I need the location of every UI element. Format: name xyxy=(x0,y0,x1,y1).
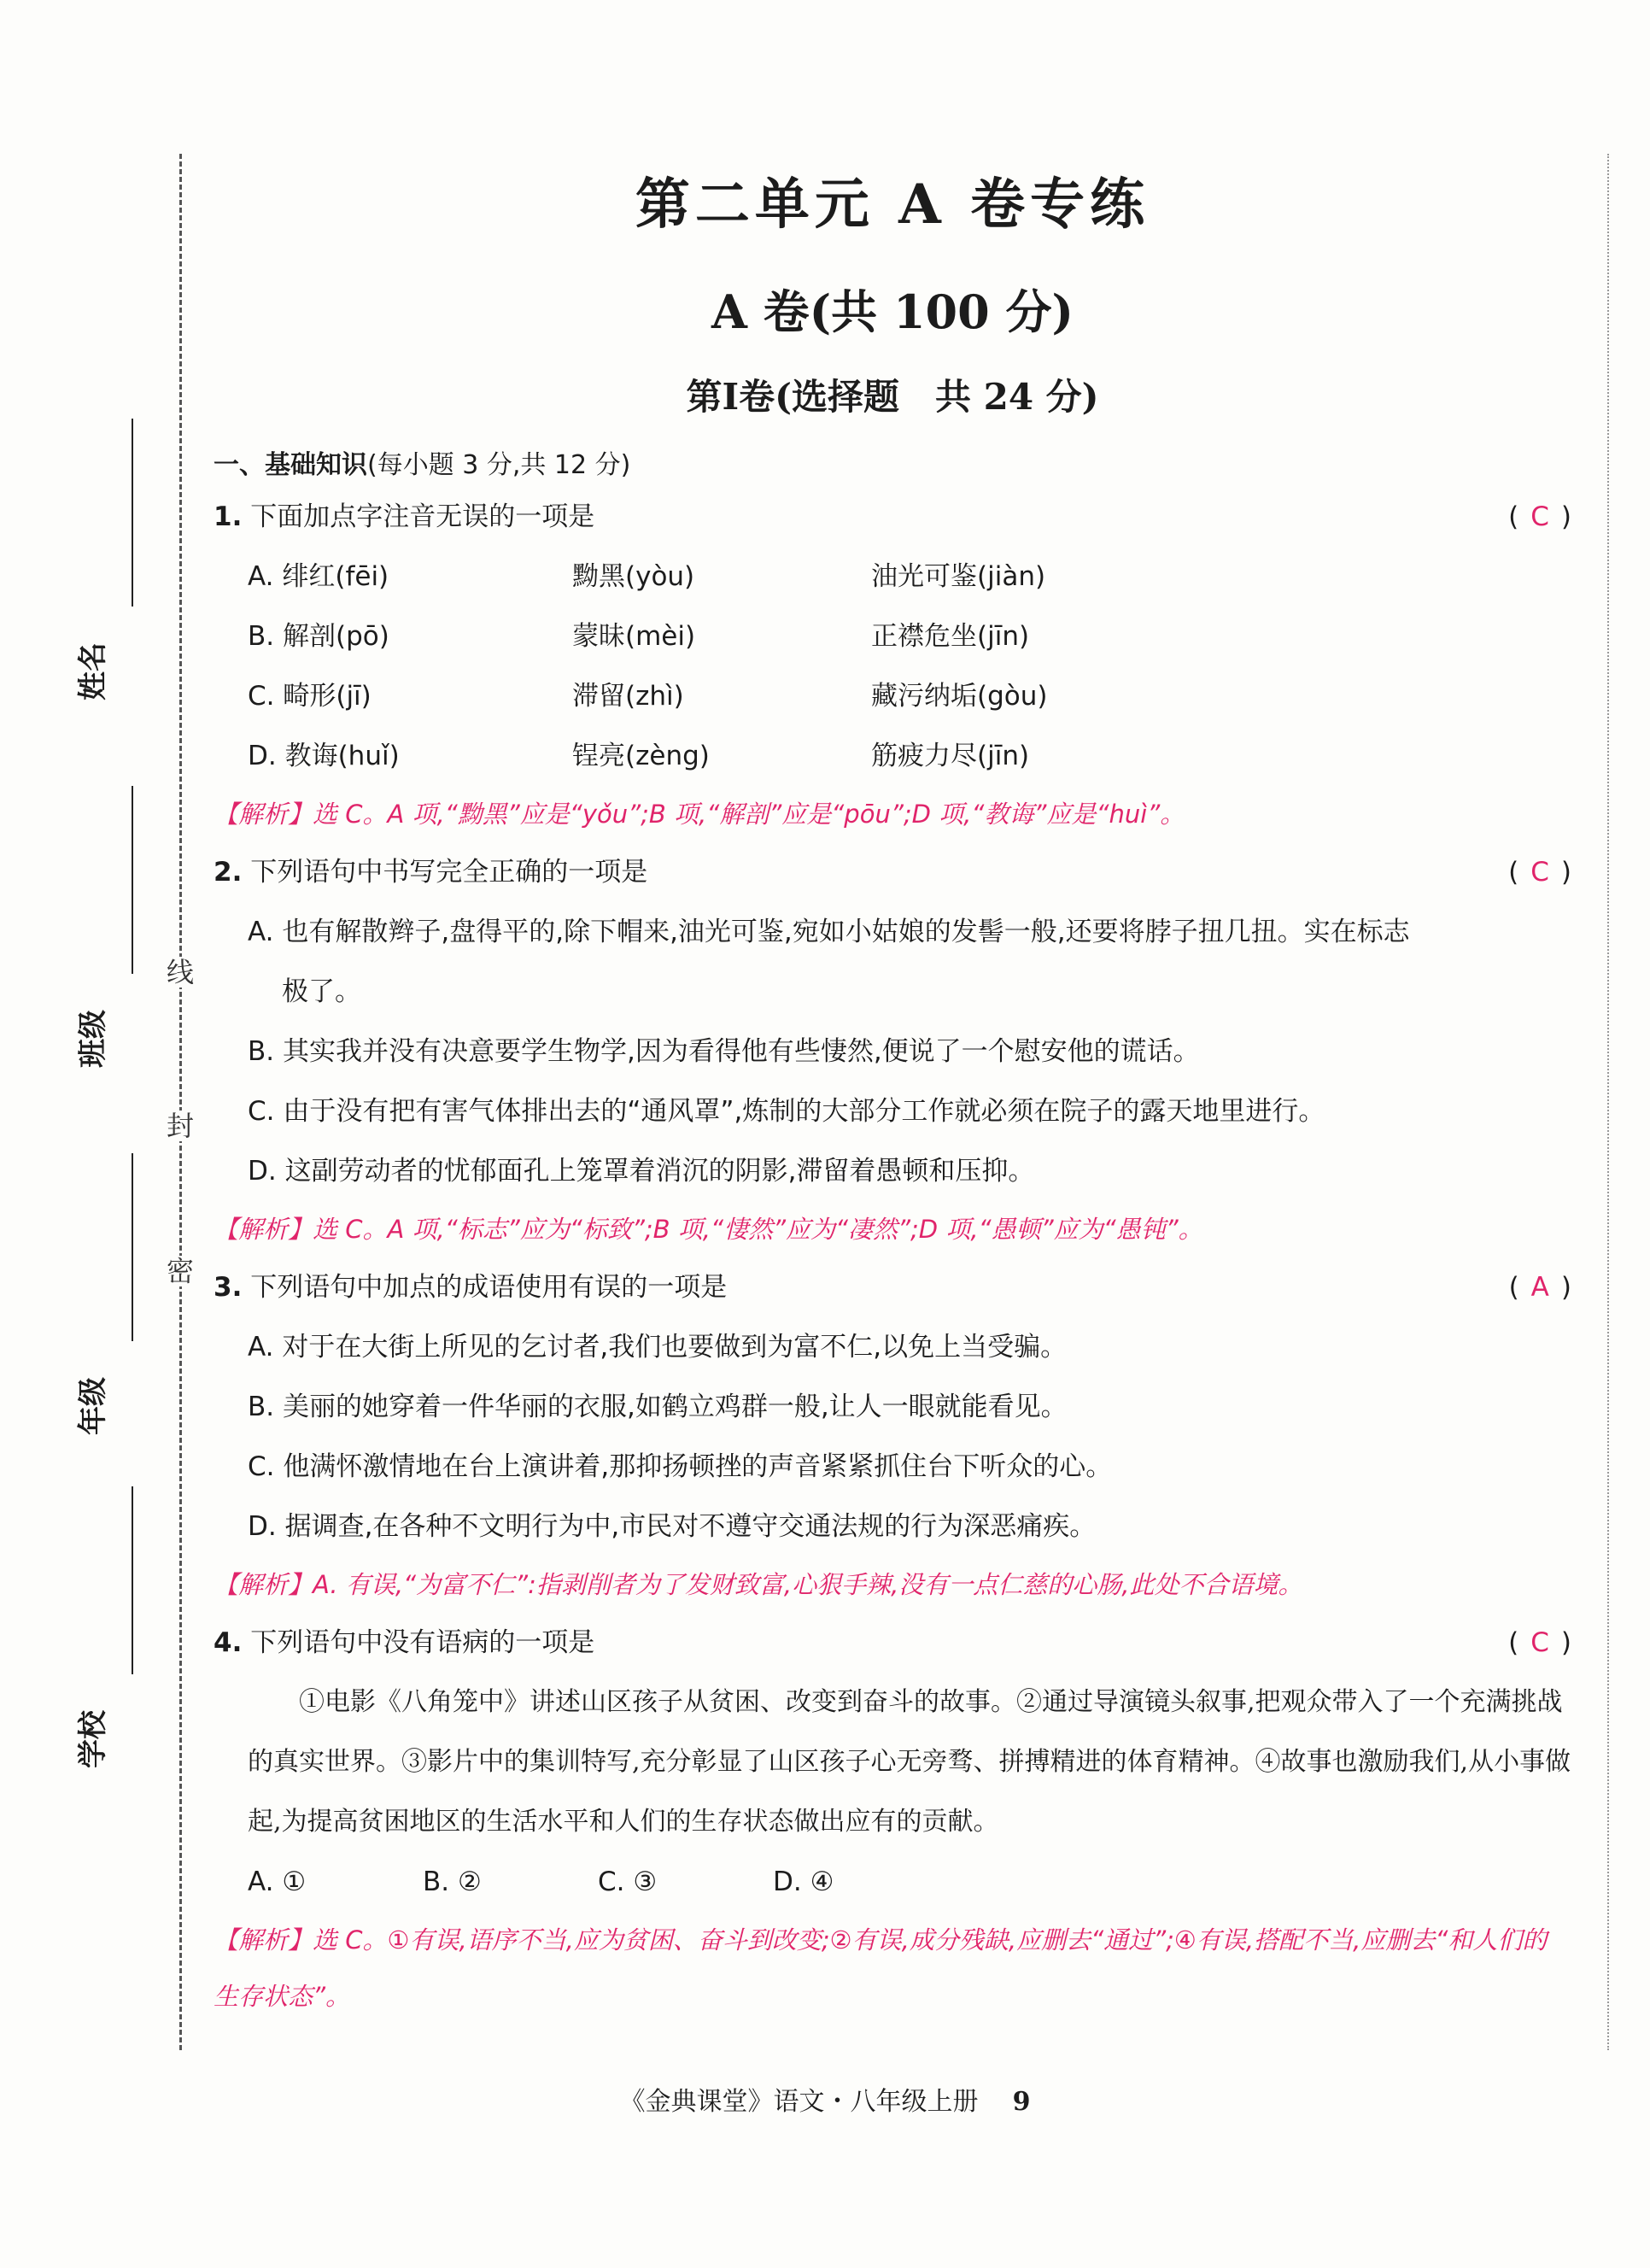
option-a: A. 也有解散辫子,盘得平的,除下帽来,油光可鉴,宛如小姑娘的发髻一般,还要将脖子扭几扭。实在标志 xyxy=(248,917,1410,947)
grade-field[interactable]: 年级 xyxy=(68,1153,154,1435)
option-row: D. 教诲(huǐ) 锃亮(zèng) 筋疲力尽(jīn) xyxy=(248,741,1030,771)
option-row: B. 解剖(pō) 蒙昧(mèi) 正襟危坐(jīn) xyxy=(248,621,1030,652)
page-title: 第二单元 A 卷专练 xyxy=(635,173,1150,237)
school-field[interactable]: 学校 xyxy=(68,1486,154,1768)
question-2: 2. 下列语句中书写完全正确的一项是 ( C ) xyxy=(214,842,1571,902)
question-1: 1. 下面加点字注音无误的一项是 ( C ) xyxy=(214,487,1571,547)
answer-box[interactable]: ( C ) xyxy=(1508,501,1571,532)
page-content xyxy=(214,145,1571,2025)
page-number: 9 xyxy=(1012,2087,1031,2117)
analysis-text: 【解析】选 C。A 项,“标志”应为“标致”;B 项,“悽然”应为“凄然”;D 项,“愚顿”应为“愚钝”。 xyxy=(214,1215,1203,1244)
option-row: C. 畸形(jī) 滞留(zhì) 藏污纳垢(gòu) xyxy=(248,681,1048,712)
option-c: C. 由于没有把有害气体排出去的“通风罩”,炼制的大部分工作就必须在院子的露天地里进行。 xyxy=(248,1096,1325,1127)
option-d: D. 据调查,在各种不文明行为中,市民对不遵守交通法规的行为深恶痛疾。 xyxy=(248,1511,1097,1542)
question-3: 3. 下列语句中加点的成语使用有误的一项是 ( A ) xyxy=(214,1257,1571,1317)
name-field[interactable]: 姓名 xyxy=(68,419,154,700)
paper-subtitle: A 卷(共 100 分) xyxy=(711,284,1074,339)
answer-box[interactable]: ( C ) xyxy=(1508,1627,1571,1658)
option-row: A. ① B. ② C. ③ D. ④ xyxy=(248,1867,834,1897)
page-footer: 《金典课堂》语文・八年级上册 9 xyxy=(619,2087,1031,2117)
option-a: A. 对于在大街上所见的乞讨者,我们也要做到为富不仁,以免上当受骗。 xyxy=(248,1332,1068,1363)
question-4: 4. 下列语句中没有语病的一项是 ( C ) xyxy=(214,1613,1571,1673)
option-b: B. 美丽的她穿着一件华丽的衣服,如鹤立鸡群一般,让人一眼就能看见。 xyxy=(248,1392,1068,1422)
option-b: B. 其实我并没有决意要学生物学,因为看得他有些悽然,便说了一个慰安他的谎话。 xyxy=(248,1036,1200,1067)
seal-mark-seal: 封 xyxy=(159,1111,202,1141)
section-heading: 一、基础知识(每小题 3 分,共 12 分) xyxy=(214,450,631,480)
right-margin-line xyxy=(1607,154,1609,2050)
seal-mark-line: 线 xyxy=(159,957,202,987)
binding-dashed-line xyxy=(179,154,182,2050)
seal-mark-secret: 密 xyxy=(159,1256,202,1286)
part-title: 第Ⅰ卷(选择题 共 24 分) xyxy=(686,376,1099,418)
option-row: A. 绯红(fēi) 黝黑(yòu) 油光可鉴(jiàn) xyxy=(248,561,1046,592)
analysis-text: 【解析】A. 有误,“为富不仁”:指剥削者为了发财致富,心狠手辣,没有一点仁慈的心肠,此处不合语境。 xyxy=(214,1570,1303,1599)
answer-box[interactable]: ( A ) xyxy=(1508,1272,1571,1303)
analysis-text: 【解析】选 C。A 项,“黝黑”应是“yǒu”;B 项,“解剖”应是“pōu”;D 项,“教诲”应是“huì”。 xyxy=(214,800,1185,829)
option-d: D. 这副劳动者的忧郁面孔上笼罩着消沉的阴影,滞留着愚顿和压抑。 xyxy=(248,1156,1035,1187)
analysis-text: 【解析】选 C。①有误,语序不当,应为贫困、奋斗到改变;②有误,成分残缺,应删去“通过”;④有误,搭配不当,应删去“和人们的生存状态”。 xyxy=(214,1925,1548,2011)
answer-box[interactable]: ( C ) xyxy=(1508,857,1571,888)
option-c: C. 他满怀激情地在台上演讲着,那抑扬顿挫的声音紧紧抓住台下听众的心。 xyxy=(248,1451,1113,1482)
option-a-cont: 极了。 xyxy=(282,976,361,1007)
reading-passage: ①电影《八角笼中》讲述山区孩子从贫困、改变到奋斗的故事。②通过导演镜头叙事,把观众带入了一个充满挑战的真实世界。③影片中的集训特写,充分彰显了山区孩子心无旁骛、拼搏精进的体育精神。④故事也激励我们,从小事做起,为提高贫困地区的生活水平和人们的生存状态做出应有的贡献。 xyxy=(248,1687,1571,1837)
class-field[interactable]: 班级 xyxy=(68,786,154,1068)
